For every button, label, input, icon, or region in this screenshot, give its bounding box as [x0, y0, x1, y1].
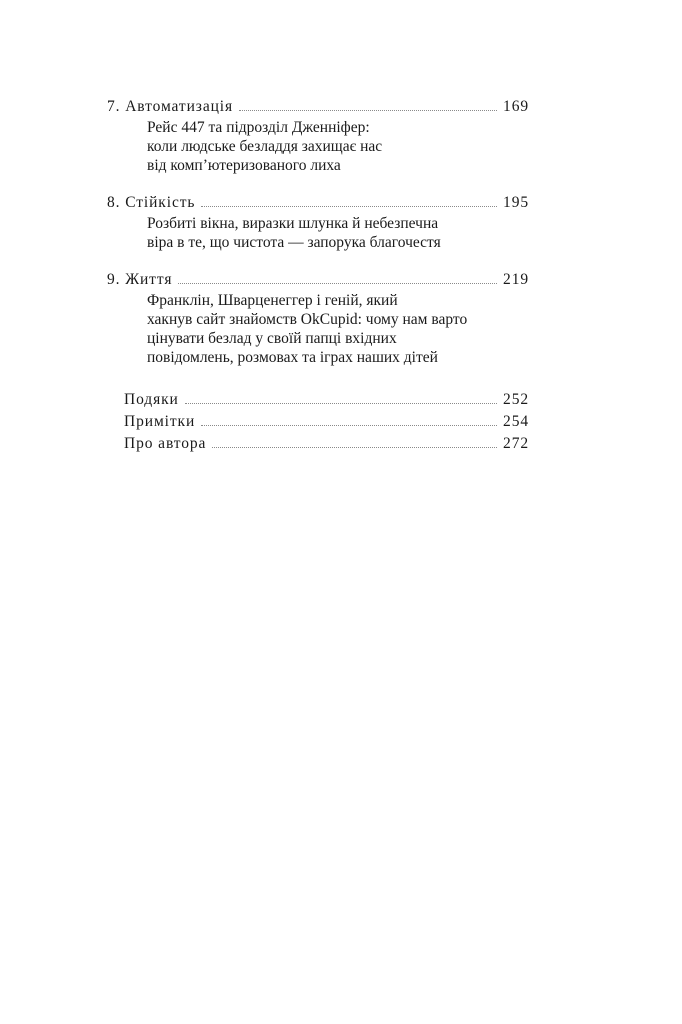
- dot-leader: [185, 402, 497, 404]
- page-number: 272: [503, 435, 529, 452]
- chapter-number: 7.: [107, 98, 126, 115]
- dot-leader: [178, 282, 497, 284]
- page-number: 169: [503, 98, 529, 115]
- chapter-number: 8.: [107, 194, 126, 211]
- chapter-subtitle: [107, 291, 529, 367]
- entry-title: Подяки: [124, 391, 179, 408]
- chapter-title: Життя: [125, 271, 173, 288]
- subtitle-line: коли людське безладдя захищає нас: [147, 138, 383, 155]
- toc-entry-notes[interactable]: [124, 411, 529, 433]
- chapter-title: Автоматизація: [125, 98, 234, 115]
- toc-chapter-9: [107, 269, 529, 367]
- table-of-contents: [107, 96, 529, 455]
- chapter-subtitle: [107, 118, 529, 175]
- chapter-number: 9.: [107, 271, 126, 288]
- toc-entry-about-author[interactable]: [124, 433, 529, 455]
- chapter-subtitle: [107, 214, 529, 252]
- toc-entry-acknowledgements[interactable]: [124, 389, 529, 411]
- page-number: 254: [503, 413, 529, 430]
- page-number: 219: [503, 271, 529, 288]
- subtitle-line: від комп’ютеризованого лиха: [147, 157, 341, 174]
- dot-leader: [212, 446, 497, 448]
- entry-title: Про автора: [124, 435, 207, 452]
- subtitle-line: повідомлень, розмовах та іграх наших дітей: [147, 349, 438, 366]
- subtitle-line: Рейс 447 та підрозділ Дженніфер:: [147, 119, 370, 136]
- subtitle-line: хакнув сайт знайомств OkCupid: чому нам варто: [147, 311, 468, 328]
- toc-chapter-8: [107, 192, 529, 252]
- dot-leader: [201, 424, 497, 426]
- subtitle-line: віра в те, що чистота — запорука благочестя: [147, 234, 441, 251]
- toc-entry-line[interactable]: [107, 96, 529, 118]
- page-number: 252: [503, 391, 529, 408]
- entry-title: Примітки: [124, 413, 196, 430]
- toc-entry-line[interactable]: [107, 269, 529, 291]
- toc-entry-line[interactable]: [107, 192, 529, 214]
- subtitle-line: цінувати безлад у своїй папці вхідних: [147, 330, 397, 347]
- chapter-title: Стійкість: [125, 194, 196, 211]
- dot-leader: [239, 109, 497, 111]
- subtitle-line: Розбиті вікна, виразки шлунка й небезпечна: [147, 215, 439, 232]
- dot-leader: [201, 205, 497, 207]
- subtitle-line: Франклін, Шварценеггер і геній, який: [147, 292, 398, 309]
- toc-chapter-7: [107, 96, 529, 175]
- page-number: 195: [503, 194, 529, 211]
- back-matter-list: [107, 389, 529, 455]
